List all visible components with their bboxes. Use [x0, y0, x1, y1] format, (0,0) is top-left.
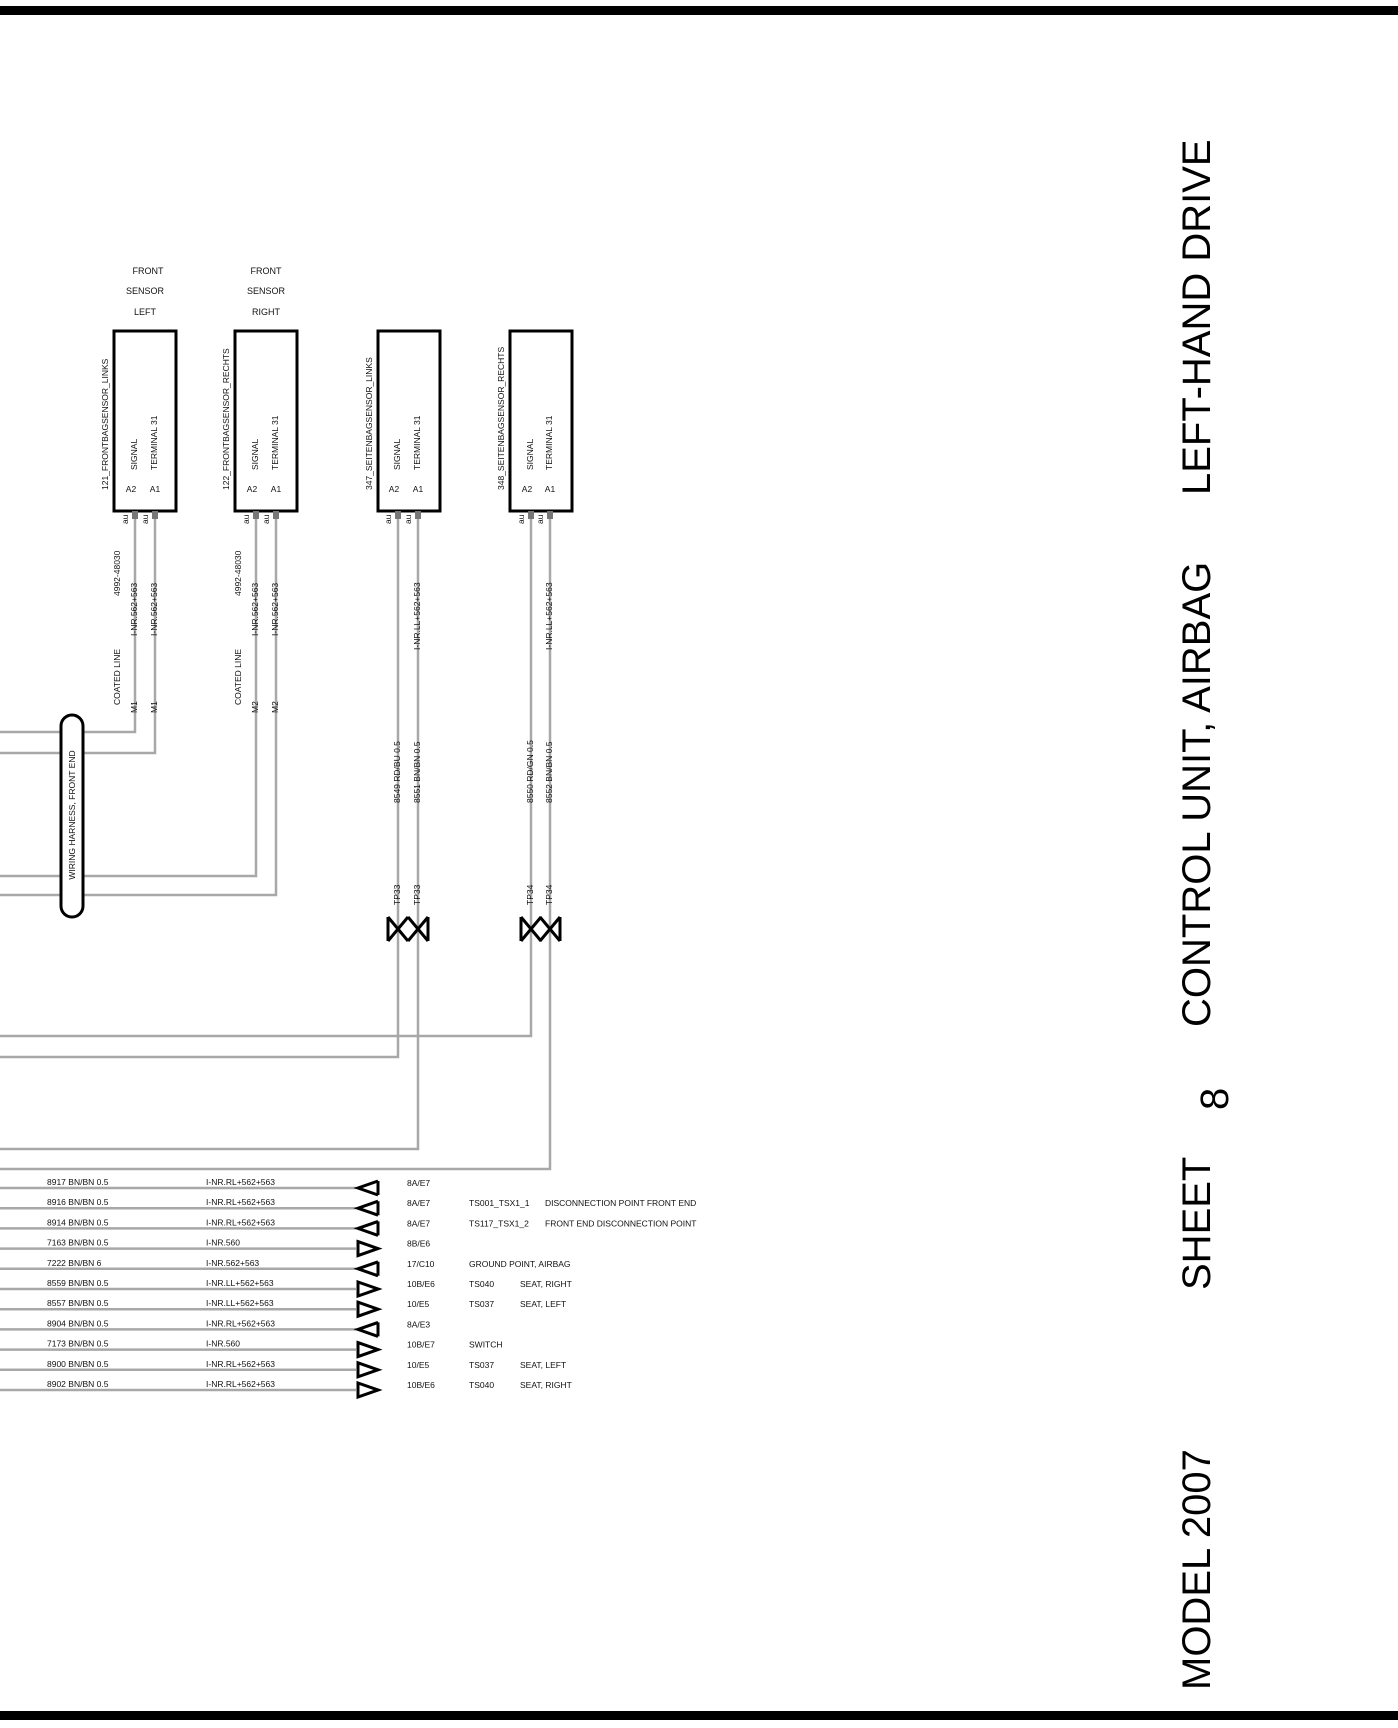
shield-label: M1 [129, 701, 139, 713]
test-point-label: TP34 [544, 884, 554, 905]
pin-plating: au [261, 514, 271, 524]
component-box [114, 331, 176, 511]
inr-label: I-NR.560 [206, 1237, 241, 1248]
svg-text:FRONT: FRONT [250, 266, 282, 276]
pin-stub [528, 511, 534, 519]
connection-row [0, 1359, 566, 1377]
pin-function-terminal: TERMINAL 31 [270, 415, 280, 470]
pin-function-signal: SIGNAL [525, 438, 535, 470]
sheet-reference: 17/C10 [407, 1258, 435, 1269]
pin-plating: au [241, 514, 251, 524]
component-348-seitenbagsensor-rechts [496, 331, 572, 524]
wire-code: 7163 BN/BN 0.5 [47, 1237, 109, 1248]
connector-arrow-left-icon [358, 1201, 378, 1215]
wire-code: 8914 BN/BN 0.5 [47, 1217, 109, 1228]
pin-label-a2: A2 [246, 484, 258, 494]
sensor-caption-front-right [247, 266, 286, 317]
wire-code: 8550 RD/GN 0.5 [525, 740, 535, 803]
page-title: CONTROL UNIT, AIRBAG [1175, 561, 1219, 1027]
connection-row [0, 1379, 572, 1397]
test-point-label: TP33 [412, 884, 422, 905]
connection-row [0, 1197, 696, 1215]
svg-text:SENSOR: SENSOR [125, 286, 165, 296]
inr-label: I-NR.LL+562+563 [206, 1298, 274, 1309]
inr-label: I-NR.562+563 [250, 582, 260, 636]
component-id: 347_SEITENBAGSENSOR_LINKS [364, 357, 374, 490]
pin-function-terminal: TERMINAL 31 [149, 415, 159, 470]
connection-description: SEAT, LEFT [520, 1359, 567, 1370]
component-347-seitenbagsensor-links [364, 331, 440, 524]
sensor-caption-front-left [126, 266, 165, 317]
sheet-reference: 10/E5 [407, 1359, 430, 1370]
component-id: 121_FRONTBAGSENSOR_LINKS [100, 358, 110, 490]
connection-code: TS037 [469, 1359, 495, 1370]
connection-row [0, 1238, 430, 1256]
wire-code: 8916 BN/BN 0.5 [47, 1197, 109, 1208]
wire-code: 7222 BN/BN 6 [47, 1257, 102, 1268]
wire-code: 8552 BN/BN 0.5 [544, 741, 554, 803]
connection-description: SEAT, LEFT [520, 1299, 567, 1310]
connection-code: TS001_TSX1_1 [469, 1198, 530, 1209]
svg-text:LEFT: LEFT [133, 307, 157, 317]
inr-label: I-NR.562+563 [129, 582, 139, 636]
connection-code: TS037 [469, 1299, 495, 1310]
pin-stub [273, 511, 279, 519]
component-box [510, 331, 572, 511]
sheet-reference: 10B/E6 [407, 1380, 435, 1390]
wire-code: 8900 BN/BN 0.5 [47, 1358, 109, 1369]
sheet-reference: 8A/E7 [407, 1178, 431, 1188]
connection-description: FRONT END DISCONNECTION POINT [545, 1218, 697, 1229]
wire-signal [0, 519, 256, 876]
sheet-reference: 8A/E3 [407, 1319, 431, 1330]
model-title: MODEL 2007 [1175, 1449, 1219, 1690]
connection-description: DISCONNECTION POINT FRONT END [545, 1198, 697, 1209]
pin-stub [132, 511, 138, 519]
top-border [0, 6, 1398, 15]
sheet-reference: 10B/E7 [407, 1339, 435, 1350]
pin-label-a2: A2 [125, 484, 137, 494]
connection-code: TS040 [469, 1279, 495, 1289]
pin-label-a1: A1 [544, 484, 556, 494]
inr-label: I-NR.560 [206, 1338, 241, 1349]
inr-label: I-NR.562+563 [206, 1257, 260, 1268]
pin-plating: au [516, 514, 526, 524]
connector-arrow-right-icon [358, 1302, 378, 1316]
connector-arrow-right-icon [358, 1383, 378, 1397]
pin-stub [415, 511, 421, 519]
connection-code: TS040 [469, 1380, 495, 1390]
inr-label: I-NR.RL+562+563 [206, 1358, 275, 1369]
sheet-reference: 8A/E7 [407, 1198, 431, 1209]
pin-function-signal: SIGNAL [392, 438, 402, 470]
connector-arrow-right-icon [358, 1282, 378, 1296]
sheet-number: 8 [1193, 1087, 1237, 1110]
connection-row [0, 1217, 696, 1235]
svg-text:FRONT: FRONT [132, 266, 164, 276]
component-id: 348_SEITENBAGSENSOR_RECHTS [496, 346, 506, 490]
component-121-frontbagsensor-links [100, 331, 176, 524]
pin-label-a2: A2 [388, 484, 400, 494]
wire-code: 8917 BN/BN 0.5 [47, 1177, 109, 1187]
part-number: 4992-48030 [233, 550, 243, 596]
connector-arrow-left-icon [358, 1221, 378, 1235]
svg-text:SENSOR: SENSOR [246, 286, 286, 296]
component-box [378, 331, 440, 511]
shield-label: M2 [250, 701, 260, 713]
connection-row [0, 1298, 566, 1316]
front-sensor-wiring-2 [0, 519, 280, 895]
shield-label: M2 [270, 701, 280, 713]
component-box [235, 331, 297, 511]
pin-function-terminal: TERMINAL 31 [412, 415, 422, 470]
connection-code: GROUND POINT, AIRBAG [469, 1258, 571, 1269]
pin-function-signal: SIGNAL [129, 438, 139, 470]
pin-label-a1: A1 [149, 484, 161, 494]
connection-code: TS117_TSX1_2 [469, 1218, 529, 1229]
connection-row [0, 1278, 572, 1296]
wire-code: 8559 BN/BN 0.5 [47, 1278, 109, 1288]
wire-code: 8904 BN/BN 0.5 [47, 1318, 109, 1329]
part-number: 4992-48030 [112, 550, 122, 596]
wire-code: 8902 BN/BN 0.5 [47, 1379, 109, 1389]
wire-code: 8549 RD/BU 0.5 [392, 741, 402, 803]
inr-label: I-NR.LL+562+563 [206, 1278, 274, 1288]
sheet-label: SHEET [1175, 1156, 1219, 1290]
pin-plating: au [383, 514, 393, 524]
connection-code: SWITCH [469, 1339, 503, 1350]
connection-row [0, 1258, 571, 1276]
bottom-border [0, 1711, 1398, 1720]
connection-description: SEAT, RIGHT [520, 1279, 572, 1289]
wire-code: 7173 BN/BN 0.5 [47, 1338, 109, 1349]
title-block [1175, 139, 1237, 1690]
coated-line-label: COATED LINE [233, 648, 243, 705]
connection-row [0, 1177, 430, 1195]
inr-label: I-NR.562+563 [149, 582, 159, 636]
pin-function-signal: SIGNAL [250, 438, 260, 470]
sheet-reference: 8A/E7 [407, 1218, 431, 1229]
inr-label: I-NR.RL+562+563 [206, 1217, 275, 1228]
pin-stub [152, 511, 158, 519]
tp-connector-symbol [521, 917, 560, 941]
pin-function-terminal: TERMINAL 31 [544, 415, 554, 470]
inr-label: I-NR.RL+562+563 [206, 1318, 275, 1329]
inr-label: I-NR.RL+562+563 [206, 1197, 275, 1208]
connection-description: SEAT, RIGHT [520, 1380, 572, 1390]
wiring-harness-front-end [61, 715, 83, 917]
wire-code: 8551 BN/BN 0.5 [412, 741, 422, 803]
connection-list [0, 1177, 696, 1397]
svg-text:RIGHT: RIGHT [252, 307, 280, 317]
inr-label: I-NR.562+563 [270, 582, 280, 636]
inr-label: I-NR.RL+562+563 [206, 1177, 275, 1187]
inr-label: I-NR.LL+562+563 [412, 582, 422, 650]
pin-label-a1: A1 [270, 484, 282, 494]
component-122-frontbagsensor-rechts [221, 331, 297, 524]
coated-line-label: COATED LINE [112, 648, 122, 705]
pin-label-a2: A2 [521, 484, 533, 494]
connection-row [0, 1339, 503, 1357]
sheet-reference: 10B/E6 [407, 1279, 435, 1289]
sheet-reference: 10/E5 [407, 1299, 430, 1310]
tp-connector-symbol [388, 917, 428, 941]
wire-code: 8557 BN/BN 0.5 [47, 1298, 109, 1309]
connector-arrow-left-icon [358, 1181, 378, 1195]
connector-arrow-right-icon [358, 1242, 378, 1256]
connector-arrow-right-icon [358, 1363, 378, 1377]
pin-plating: au [535, 514, 545, 524]
pin-plating: au [403, 514, 413, 524]
inr-label: I-NR.LL+562+563 [544, 582, 554, 650]
connector-arrow-left-icon [358, 1262, 378, 1276]
test-point-label: TP33 [392, 884, 402, 905]
pin-stub [547, 511, 553, 519]
pin-plating: au [120, 514, 130, 524]
connector-arrow-left-icon [358, 1322, 378, 1336]
component-id: 122_FRONTBAGSENSOR_RECHTS [221, 348, 231, 490]
pin-label-a1: A1 [412, 484, 424, 494]
harness-label: WIRING HARNESS, FRONT END [67, 750, 77, 880]
pin-stub [395, 511, 401, 519]
inr-label: I-NR.RL+562+563 [206, 1379, 275, 1389]
sheet-reference: 8B/E6 [407, 1238, 431, 1249]
drive-variant: LEFT-HAND DRIVE [1175, 139, 1219, 495]
connector-arrow-right-icon [358, 1343, 378, 1357]
component-group [100, 331, 572, 524]
pin-stub [253, 511, 259, 519]
pin-plating: au [140, 514, 150, 524]
test-point-label: TP34 [525, 884, 535, 905]
shield-label: M1 [149, 701, 159, 713]
connection-row [0, 1318, 430, 1336]
